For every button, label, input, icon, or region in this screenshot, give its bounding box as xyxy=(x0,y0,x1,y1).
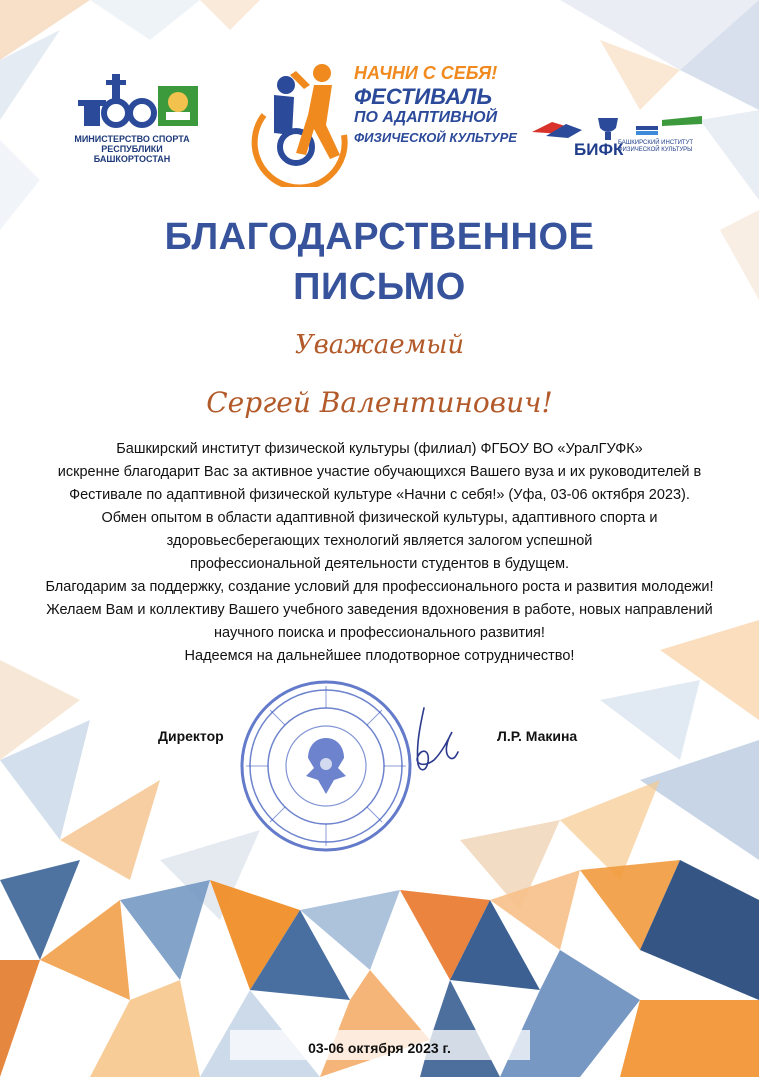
signatory-role: Директор xyxy=(158,728,224,744)
ministry-emblem-icon xyxy=(62,72,202,132)
body-line: Фестивале по адаптивной физической культуре «Начни с себя!» (Уфа, 03-06 октября 2023). xyxy=(69,487,690,503)
greeting-salutation: Уважаемый xyxy=(294,330,465,360)
bifk-name: БИФК xyxy=(574,140,624,159)
festival-logo xyxy=(244,55,519,187)
festival-subtitle-2: ФИЗИЧЕСКОЙ КУЛЬТУРЕ xyxy=(354,130,517,145)
signatory-name: Л.Р. Макина xyxy=(497,728,578,744)
ministry-caption: МИНИСТЕРСТВО СПОРТА РЕСПУБЛИКИ БАШКОРТОСТАН xyxy=(74,134,190,164)
festival-title: ФЕСТИВАЛЬ xyxy=(354,84,493,109)
festival-athletes-icon xyxy=(244,55,354,187)
body-line: Благодарим за поддержку, создание условий для профессионального роста и развития молодежи! xyxy=(45,579,714,595)
document-title-line1: БЛАГОДАРСТВЕННОЕ xyxy=(164,216,595,258)
body-line: профессиональной деятельности студентов в будущем. xyxy=(189,556,570,572)
body-line: Обмен опытом в области адаптивной физической культуры, адаптивного спорта и xyxy=(101,510,658,526)
body-line: искренне благодарит Вас за активное участие обучающихся Вашего вуза и их руководителей в xyxy=(57,464,702,480)
document-date: 03-06 октября 2023 г. xyxy=(308,1040,451,1056)
bifk-logo xyxy=(532,114,702,162)
body-line: Желаем Вам и коллективу Вашего учебного заведения вдохновения в работе, новых направлений xyxy=(46,602,713,618)
document-title-line2: ПИСЬМО xyxy=(293,266,466,308)
body-line: Башкирский институт физической культуры (филиал) ФГБОУ ВО «УралГУФК» xyxy=(116,441,643,457)
body-line: научного поиска и профессионального развития! xyxy=(214,625,545,641)
ministry-logo xyxy=(62,72,202,162)
bifk-caption: БАШКИРСКИЙ ИНСТИТУТ ФИЗИЧЕСКОЙ КУЛЬТУРЫ xyxy=(618,140,694,153)
body-line: здоровьесберегающих технологий является залогом успешной xyxy=(166,533,593,549)
festival-subtitle-1: ПО АДАПТИВНОЙ xyxy=(354,109,498,126)
body-line: Надеемся на дальнейшее плодотворное сотрудничество! xyxy=(184,648,575,664)
bifk-emblem-icon xyxy=(532,114,702,142)
greeting-recipient-name: Сергей Валентинович! xyxy=(206,386,553,419)
official-stamp-icon xyxy=(236,676,416,856)
festival-slogan: НАЧНИ С СЕБЯ! xyxy=(354,63,498,83)
handwritten-signature-icon xyxy=(400,702,460,782)
letter-body xyxy=(20,438,739,668)
